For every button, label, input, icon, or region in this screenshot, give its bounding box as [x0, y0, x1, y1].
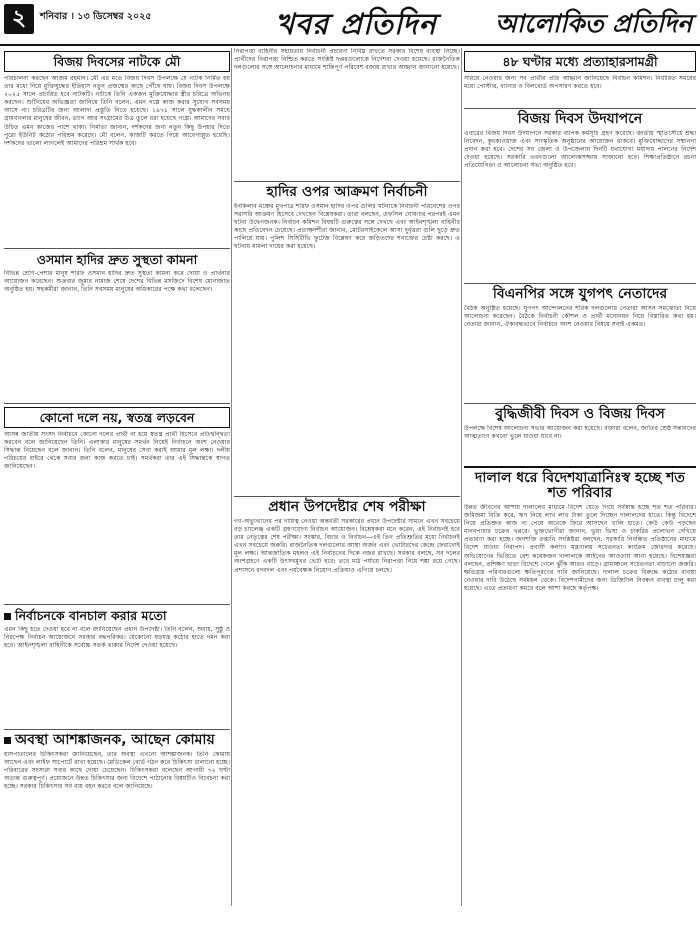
headline: প্রধান উপদেষ্টার শেষ পরীক্ষা [268, 499, 426, 515]
article-body: হাসপাতালের চিকিৎসকরা জানিয়েছেন, তার অবস্থা এখনো আশঙ্কাজনক। তিনি কোমায় আছেন এবং লাইফ সাপোর্টে রাখা হয়েছে। মেডিকেল বোর্ড গঠন করে চিকিৎসা চালানো হচ্ছে। পরিবারের সদস্যরা সবার কাছে দোয়া চেয়েছেন। চিকিৎসকরা বলেছেন আগামী ৭২ ঘণ্টা অত্যন্ত গুরুত্বপূর্ণ। প্রয়োজনে উন্নত চিকিৎসার জন্য বিদেশে পাঠানোর বিষয়টিও বিবেচনা করা হচ্ছে। সরকার চিকিৎসার সব ব্যয় বহন করবে বলে জানিয়েছে। [4, 751, 230, 791]
article-body: বিভিন্ন শ্রেণি-পেশার মানুষ শরিফ ওসমান হাদির দ্রুত সুস্থতা কামনা করে দোয়া ও প্রার্থনার আয়োজন করেছেন। শুক্রবার জুমার নামাজ শেষে দেশের বিভিন্ন মসজিদে বিশেষ মোনাজাত অনুষ্ঠিত হয়। সহকর্মীরা জানান, তিনি সবসময় মানুষের অধিকারের পক্ষে কথা বলেছেন। [4, 270, 230, 294]
divider [234, 181, 460, 182]
column-1 [4, 48, 230, 941]
headline [4, 733, 230, 748]
bullet-icon [4, 613, 11, 620]
column-divider [231, 48, 232, 906]
column-divider [461, 48, 462, 906]
bullet-icon [4, 737, 11, 744]
headline: দালাল ধরে বিদেশযাত্রানিঃস্ব হচ্ছে শত শত পরিবার [475, 470, 685, 501]
article-body: বৈঠক অনুষ্ঠিত হয়েছে। যুগপৎ আন্দোলনের শরিক দলগুলোর নেতারা আসন সমঝোতা নিয়ে আলোচনা করেছেন। বৈঠকে নির্বাচনী কৌশল ও প্রার্থী মনোনয়ন নিয়ে বিস্তারিত কথা হয়। নেতারা জানান, ঐক্যবদ্ধভাবে নির্বাচনে অংশ নেওয়ার বিষয়ে সবাই একমত। [464, 305, 696, 329]
article-body: এবারের বিজয় দিবস উদযাপনে সরকার ব্যাপক কর্মসূচি গ্রহণ করেছে। জাতীয় স্মৃতিসৌধে শ্রদ্ধা নিবেদন, কুচকাওয়াজ এবং সাংস্কৃতিক অনুষ্ঠানের আয়োজন থাকবে। মুক্তিযোদ্ধাদের সম্মাননা প্রদান করা হবে। দেশের সব জেলা ও উপজেলায় দিনটি যথাযোগ্য মর্যাদায় পালনের নির্দেশ দেওয়া হয়েছে। সরকারি ভবনগুলো আলোকসজ্জায় সাজানো হবে। শিক্ষাপ্রতিষ্ঠানে রচনা প্রতিযোগিতা ও আলোচনা সভা অনুষ্ঠিত হবে। [464, 130, 696, 170]
article-body: আসন্ন জাতীয় সংসদ নির্বাচনে কোনো দলের প্রার্থী না হয়ে স্বতন্ত্র প্রার্থী হিসেবে প্রতিদ্বন্দ্বিতা করবেন বলে জানিয়েছেন তিনি। এলাকার মানুষের সমর্থন নিয়েই নির্বাচনে অংশ নেওয়ার সিদ্ধান্ত নিয়েছেন বলে জানান। তিনি বলেন, মানুষের সেবা করাই আমার মূল লক্ষ্য। দলীয় পরিচয়ের বাইরে থেকে সবার জন্য কাজ করতে চাই। সমর্থকরা তার এই সিদ্ধান্তকে স্বাগত জানিয়েছেন। [4, 431, 230, 471]
divider [4, 248, 230, 249]
article-body: সরিয়ে নেওয়ার জন্য সব প্রার্থীর প্রতি আহ্বান জানিয়েছে নির্বাচন কমিশন। নির্ধারিত সময়ের মধ্যে পোস্টার, ব্যানার ও বিলবোর্ড অপসারণ করতে হবে। [464, 75, 696, 91]
divider [4, 604, 230, 605]
headline: বিএনপির সঙ্গে যুগপৎ নেতাদের [492, 286, 668, 302]
headline: ৪৮ ঘণ্টার মধ্যে প্রত্যাহারসামগ্রী [464, 51, 696, 72]
divider [464, 108, 696, 109]
article-body: পরিচালনা করছেন আজম রহমান। মৌ এর মতে বিজয় দিবস উপলক্ষে যে নাটক নির্মিত হয় তার মধ্যে দিয়ে মুক্তিযুদ্ধের ইতিহাস নতুন প্রজন্মের কাছে পৌঁছে যায়। বিজয় দিবস উপলক্ষে ২০২৫ সালে প্রচারিত হবে নাটকটি। নাটকে তিনি একজন মুক্তিযোদ্ধার স্ত্রীর চরিত্রে অভিনয় করছেন। শুটিংয়ের অভিজ্ঞতা জানিয়ে তিনি বলেন, এমন গল্পে কাজ করার সুযোগ সবসময় আসে না। চরিত্রটির জন্য আলাদা প্রস্তুতি নিতে হয়েছে। ১৯৭১ সালে যুদ্ধকালীন সময়ে গ্রামবাংলার মানুষের জীবন, ত্যাগ আর সংগ্রামের চিত্র তুলে ধরা হয়েছে গল্পে। আমাদের সবার উচিত এমন কাজের পাশে থাকা। নির্মাতা জানান, দর্শকদের জন্য নতুন কিছু উপহার দিতে পুরো ইউনিট কঠোর পরিশ্রম করেছে। মৌ বলেন, কাজটি করতে গিয়ে আবেগাপ্লুত হয়েছি। দর্শকদের ভালো লাগলেই আমাদের পরিশ্রম সার্থক হবে। [4, 75, 230, 147]
headline-text: অবস্থা আশঙ্কাজনক, আছেন কোমায় [15, 732, 215, 748]
article-body: গণ-অভ্যুত্থানের পর দায়িত্ব নেওয়া অন্তর্বর্তী সরকারের প্রধান উপদেষ্টার সামনে এখন সবচেয়ে বড় চ্যালেঞ্জ একটি গ্রহণযোগ্য নির্বাচন আয়োজন। বিশ্লেষকরা মনে করেন, এই নির্বাচনই হবে তার নেতৃত্বের শেষ পরীক্ষা। সংস্কার, বিচার ও নির্বাচন—এই তিন প্রতিশ্রুতির মধ্যে নির্বাচনই এখন সবচেয়ে জরুরি। রাজনৈতিক দলগুলোর আস্থা অর্জন এবং ভোটারদের কেন্দ্রে ফেরানোই মূল লক্ষ্য। আন্তর্জাতিক মহলও এই নির্বাচনের দিকে নজর রাখছে। সরকার বলছে, সব দলের অংশগ্রহণে একটি উৎসবমুখর ভোট হবে। তবে মাঠ পর্যায়ে নিরাপত্তা নিয়ে শঙ্কা রয়ে গেছে। প্রশাসনে রদবদল এবং পর্যবেক্ষক নিয়োগ প্রক্রিয়াও এগিয়ে চলছে। [234, 518, 460, 574]
article-body: এমন কিছু হতে দেওয়া হবে না বলে জানিয়েছেন প্রধান উপদেষ্টা। তিনি বলেন, অবাধ, সুষ্ঠু ও নিরপেক্ষ নির্বাচন আয়োজনে সরকার বদ্ধপরিকর। যেকোনো ষড়যন্ত্র কঠোর হাতে দমন করা হবে। আইনশৃঙ্খলা বাহিনীকে সর্বোচ্চ সতর্ক থাকার নির্দেশ দেওয়া হয়েছে। [4, 626, 230, 650]
divider [464, 283, 696, 284]
dateline: শনিবার । ১৩ ডিসেম্বর ২০২৫ [40, 11, 152, 22]
masthead [0, 0, 700, 46]
headline-text: নির্বাচনকে বানচাল করার মতো [15, 608, 167, 623]
divider [234, 496, 460, 497]
article-body: উন্নত জীবনের আশায় দালালের মাধ্যমে বিদেশ যেতে গিয়ে সর্বস্বান্ত হচ্ছে শত শত পরিবার। জমিজমা বিক্রি করে, ঋণ নিয়ে লাখ লাখ টাকা তুলে দিচ্ছেন দালালদের হাতে। কিন্তু বিদেশে গিয়ে প্রতিশ্রুত কাজ না পেয়ে অনেকে ফিরে আসছেন খালি হাতে। কেউ কেউ পড়ছেন মানবপাচার চক্রের খপ্পরে। ভুক্তভোগীরা জানান, ভুয়া ভিসা ও চাকরির প্রলোভন দেখিয়ে প্রতারণা করা হচ্ছে। জনশক্তি রপ্তানি সংশ্লিষ্টরা বলছেন, সরকারি নিবন্ধিত প্রতিষ্ঠানের মাধ্যমে বিদেশ যাওয়া নিরাপদ। প্রবাসী কল্যাণ মন্ত্রণালয় সচেতনতা কার্যক্রম জোরদার করেছে। অভিযোগের ভিত্তিতে বেশ কয়েকজন দালালকে আইনের আওতায় আনা হয়েছে। বিশেষজ্ঞরা বলছেন, প্রশিক্ষণ ছাড়া বিদেশে গেলে ঝুঁকি আরও বাড়ে। গ্রামাঞ্চলে সচেতনতা বাড়ানো জরুরি। ক্ষতিগ্রস্ত পরিবারগুলো ক্ষতিপূরণের দাবি জানিয়েছে। দালাল চক্রের বিরুদ্ধে কঠোর ব্যবস্থা নেওয়ার দাবি উঠেছে সর্বমহল থেকে। বিদেশগামীদের জন্য ডিজিটাল নিবন্ধন ব্যবস্থা চালু করা হয়েছে। এতে প্রতারণা কমবে বলে আশা করছে কর্তৃপক্ষ। [464, 504, 696, 592]
headline: কোনো দলে নয়, স্বতন্ত্র লড়বেন [4, 407, 230, 428]
article-body: নিরাপত্তা বাহিনীর সহায়তায় নির্বাচনী প্রচারণা নির্বিঘ্ন রাখতে সরকার বিশেষ ব্যবস্থা নিচ্ছে। প্রার্থীদের নিরাপত্তা নিশ্চিত করতে সংশ্লিষ্ট দপ্তরগুলোকে নির্দেশনা দেওয়া হয়েছে। রাজনৈতিক দলগুলোর সঙ্গে আলোচনার মাধ্যমে শান্তিপূর্ণ পরিবেশ বজায় রাখার আহ্বান জানানো হয়েছে। [234, 48, 460, 72]
headline: বিজয় দিবসের নাটকে মৌ [4, 51, 230, 72]
divider [464, 403, 696, 404]
headline: বিজয় দিবস উদযাপনে [517, 111, 643, 127]
article-body: ইনকিলাব মঞ্চের মুখপাত্র শরিফ ওসমান হাদির ওপর গুলির ঘটনাকে নির্বাচনী পরিবেশের ওপর সরাসরি আক্রমণ হিসেবে দেখছেন বিশ্লেষকরা। তারা বলছেন, তফসিল ঘোষণার পরপরই এমন ঘটনা উদ্বেগজনক। নির্বাচন কমিশন বিষয়টি গুরুত্বের সঙ্গে দেখছে এবং আইনশৃঙ্খলা বাহিনীর কাছে প্রতিবেদন চেয়েছে। প্রত্যক্ষদর্শীরা জানান, মোটরসাইকেলে আসা দুর্বৃত্তরা গুলি ছুড়ে দ্রুত পালিয়ে যায়। পুলিশ সিসিটিভি ফুটেজ বিশ্লেষণ করে জড়িতদের শনাক্তের চেষ্টা করছে। এ ঘটনায় মামলা দায়ের করা হয়েছে। [234, 203, 460, 251]
paper-title-alokito-protidin: আলোকিত প্রতিদিন [495, 9, 692, 38]
column-3 [464, 48, 696, 864]
paper-title-khobor-protidin: খবর প্রতিদিন [275, 7, 437, 41]
headline: ওসমান হাদির দ্রুত সুস্থতা কামনা [36, 252, 198, 267]
headline: বুদ্ধিজীবী দিবস ও বিজয় দিবস [495, 406, 665, 422]
headline [4, 608, 230, 623]
article-body: উপলক্ষে বিশেষ আলোচনা সভার আয়োজন করা হয়েছে। বক্তারা বলেন, জাতির শ্রেষ্ঠ সন্তানদের আত্মত্যাগ কখনো ভুলে যাওয়া যাবে না। [464, 425, 696, 441]
headline: হাদির ওপর আক্রমণ নির্বাচনী [266, 184, 428, 200]
divider [464, 466, 696, 468]
column-2 [234, 48, 460, 903]
divider [4, 403, 230, 404]
divider [4, 729, 230, 730]
page-number: ২ [4, 4, 34, 34]
